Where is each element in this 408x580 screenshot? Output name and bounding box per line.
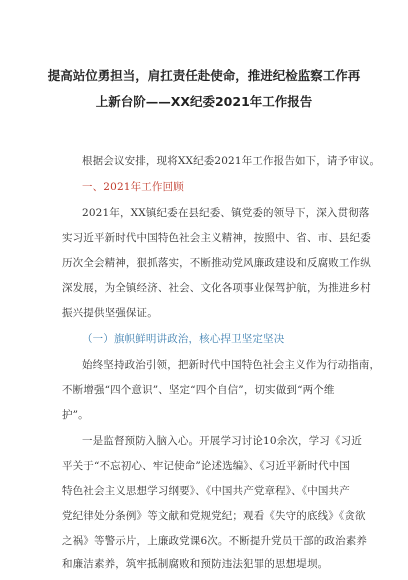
paragraph-line: 党纪律处分条例》等文献和党规党纪；观看《失守的底线》《贪欲 <box>62 510 366 522</box>
paragraph-line: 振兴提供坚强保证。 <box>62 307 158 319</box>
paragraph-line: 深发展，为全镇经济、社会、文化各项事业保驾护航，为推进乡村 <box>62 282 371 294</box>
report-title-line-1: 提高站位勇担当，肩扛责任赴使命，推进纪检监察工作再 <box>47 68 361 83</box>
paragraph-line: 不断增强“四个意识”、坚定“四个自信”，切实做到“两个维 <box>62 384 335 396</box>
paragraph-line: 历次全会精神，狠抓落实，不断推动党风廉政建设和反腐败工作纵 <box>62 257 371 269</box>
intro-paragraph: 根据会议安排，现将XX纪委2021年工作报告如下，请予审议。 <box>82 155 381 167</box>
subsection-heading: （一）旗帜鲜明讲政治，核心捍卫坚定坚决 <box>82 333 285 345</box>
paragraph-line: 护”。 <box>62 409 89 421</box>
paragraph-line: 始终坚持政治引领，把新时代中国特色社会主义作为行动指南， <box>82 359 381 371</box>
paragraph-line: 平关于“不忘初心、牢记使命”论述选编》、《习近平新时代中国 <box>62 460 351 472</box>
paragraph-line: 特色社会主义思想学习纲要》、《中国共产党章程》、《中国共产 <box>62 485 350 497</box>
paragraph-line: 之祸》等警示片，上廉政党课6次。不断提升党员干部的政治素养 <box>62 535 368 547</box>
section-heading: 一、2021年工作回顾 <box>82 181 184 193</box>
report-title-line-2: 上新台阶——XX纪委2021年工作报告 <box>95 94 313 109</box>
paragraph-line: 2021年，XX镇纪委在县纪委、镇党委的领导下，深入贯彻落 <box>82 207 370 219</box>
paragraph-line: 一是监督预防入脑入心。开展学习讨论10余次，学习《习近 <box>82 435 362 447</box>
paragraph-line: 实习近平新时代中国特色社会主义精神，按照中、省、市、县纪委 <box>62 232 371 244</box>
paragraph-line: 和廉洁素养，筑牢抵制腐败和预防违法犯罪的思想堤坝。 <box>62 558 329 570</box>
